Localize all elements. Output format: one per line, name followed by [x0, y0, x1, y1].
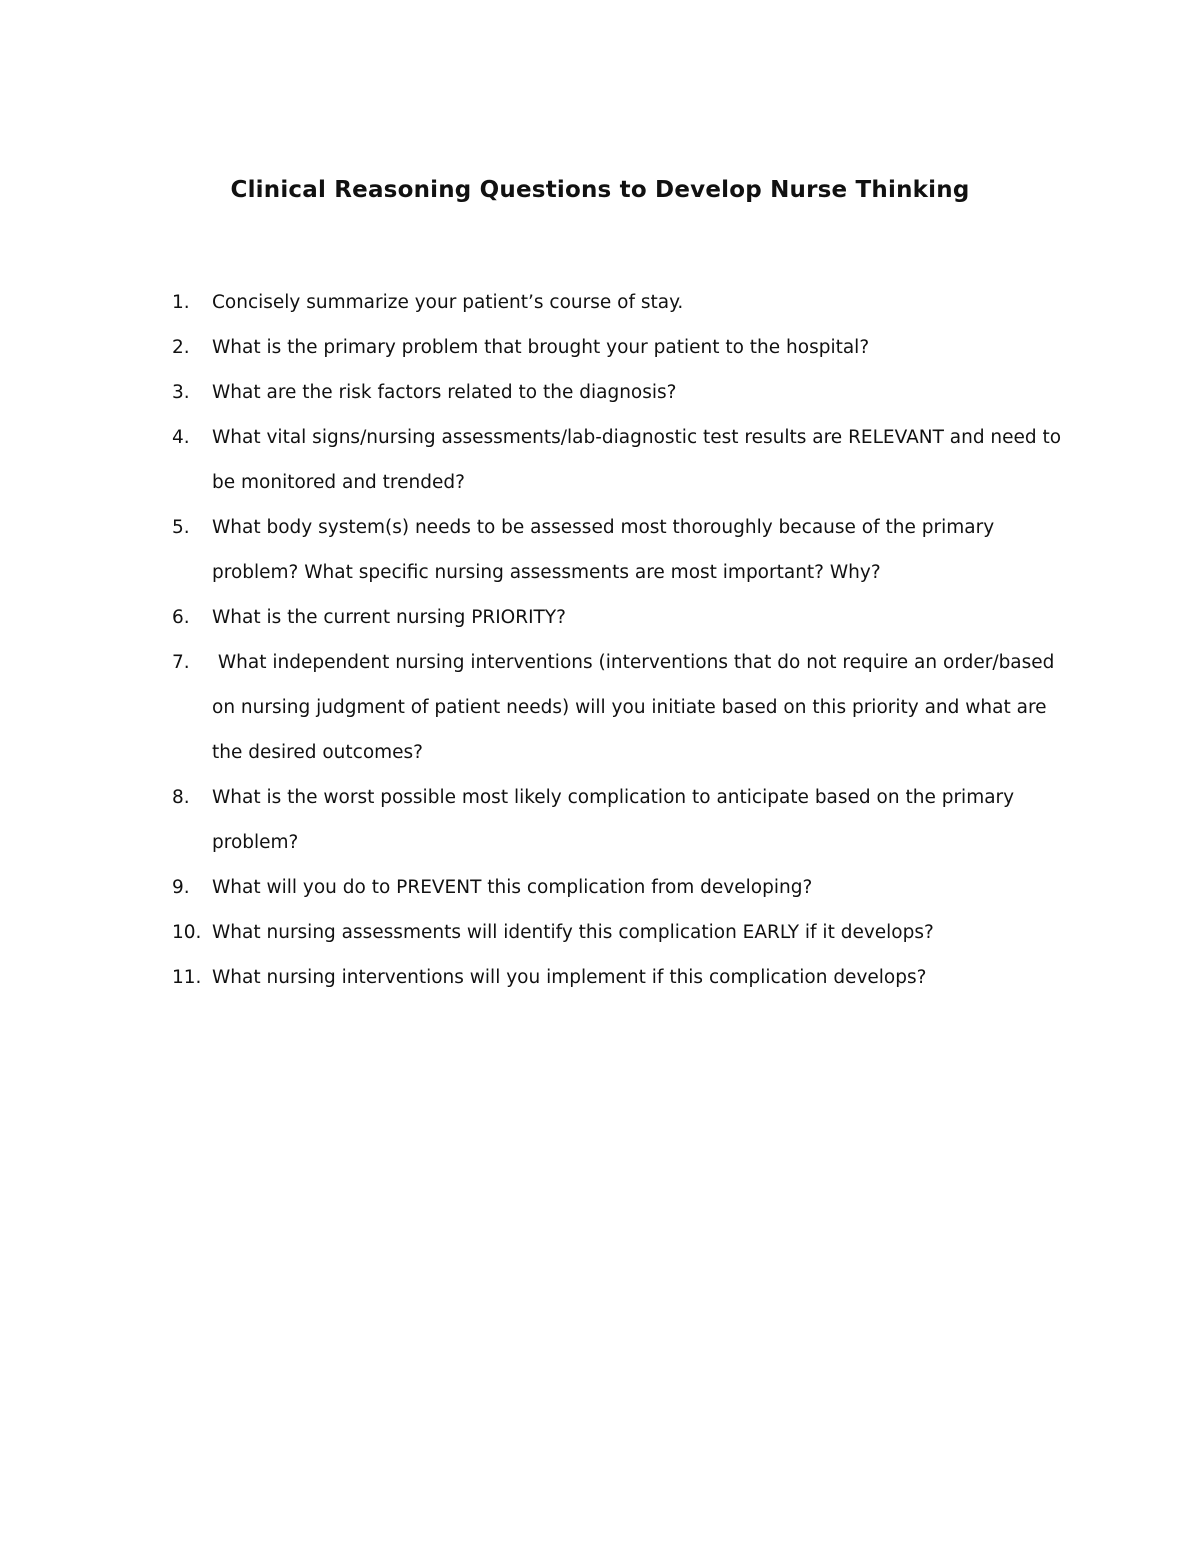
list-item	[0, 505, 1200, 595]
list-item-number: 3.	[172, 382, 190, 403]
list-item-text: What nursing assessments will identify this complication EARLY if it develops?	[212, 922, 934, 943]
list-item-text: What independent nursing interventions (interventions that do not require an order/based on nursing judgment of patient needs) will you initiate based on this priority and what are the desired outcomes?	[212, 652, 1061, 763]
list-item-text: What nursing interventions will you implement if this complication develops?	[212, 967, 927, 988]
list-item	[0, 640, 1200, 775]
list-item-number: 9.	[172, 877, 190, 898]
list-item	[0, 415, 1200, 505]
list-item-text: What is the current nursing PRIORITY?	[212, 607, 566, 628]
list-item-number: 8.	[172, 787, 190, 808]
list-item-text: What vital signs/nursing assessments/lab-diagnostic test results are RELEVANT and need to be monitored and trended?	[212, 427, 1062, 493]
list-item	[0, 910, 1200, 955]
list-item-number: 7.	[172, 652, 190, 673]
list-item	[0, 955, 1200, 1000]
list-item-number: 10.	[172, 922, 202, 943]
list-item	[0, 865, 1200, 910]
question-list	[0, 280, 1200, 1000]
page-title: Clinical Reasoning Questions to Develop Nurse Thinking	[230, 177, 970, 203]
list-item-text: What are the risk factors related to the diagnosis?	[212, 382, 677, 403]
list-item-number: 11.	[172, 967, 202, 988]
list-item-number: 6.	[172, 607, 190, 628]
list-item	[0, 595, 1200, 640]
list-item	[0, 370, 1200, 415]
list-item-number: 1.	[172, 292, 190, 313]
list-item-text: What body system(s) needs to be assessed most thoroughly because of the primary problem? What specific nursing assessments are most important? Why?	[212, 517, 995, 583]
list-item	[0, 325, 1200, 370]
list-item-text: Concisely summarize your patient’s course of stay.	[212, 292, 684, 313]
list-item-text: What will you do to PREVENT this complication from developing?	[212, 877, 813, 898]
list-item-number: 4.	[172, 427, 190, 448]
list-item-number: 5.	[172, 517, 190, 538]
list-item-text: What is the primary problem that brought your patient to the hospital?	[212, 337, 870, 358]
list-item	[0, 280, 1200, 325]
list-item-number: 2.	[172, 337, 190, 358]
list-item	[0, 775, 1200, 865]
list-item-text: What is the worst possible most likely complication to anticipate based on the primary problem?	[212, 787, 1015, 853]
